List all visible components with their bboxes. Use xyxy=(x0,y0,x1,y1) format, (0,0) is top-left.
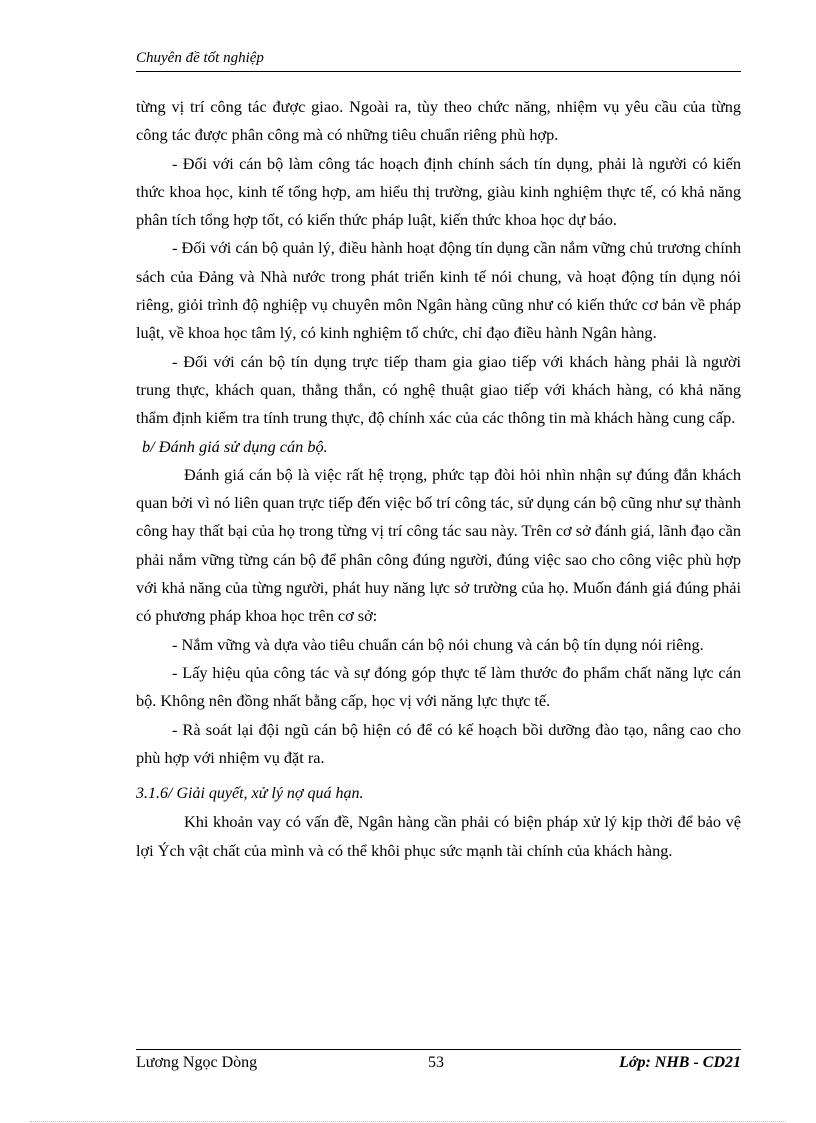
header-divider xyxy=(136,71,741,72)
paragraph-management-staff: - Đối với cán bộ quản lý, điều hành hoạt động tín dụng cần nắm vững chủ trương chính sách của Đảng và Nhà nước trong phát triển kinh tế nói chung, và hoạt động tín dụng nói riêng, giỏi trình độ nghiệp vụ chuyên môn Ngân hàng cũng như có kiến thức cơ bản về pháp luật, về khoa học tâm lý, có kinh nghiệm tổ chức, chỉ đạo điều hành Ngân hàng. xyxy=(136,238,741,343)
paragraph-credit-staff: - Đối với cán bộ tín dụng trực tiếp tham gia giao tiếp với khách hàng phải là người trung thực, khách quan, thẳng thắn, có nghệ thuật giao tiếp với khách hàng, có khả năng thẩm định kiểm tra tính trung thực, độ chính xác của các thông tin mà khách hàng cung cấp. xyxy=(136,351,741,428)
document-body xyxy=(136,93,741,865)
page-footer xyxy=(136,1054,741,1078)
page-header-title: Chuyên đề tốt nghiệp xyxy=(136,50,264,66)
footer-class-label: Lớp: NHB - CD21 xyxy=(619,1054,741,1071)
paragraph-policy-staff: - Đối với cán bộ làm công tác hoạch định chính sách tín dụng, phải là người có kiến thức khoa học, kinh tế tổng hợp, am hiểu thị trường, giàu kinh nghiệm thực tế, có khả năng phân tích tổng hợp tốt, có kiến thức pháp luật, kiến thức khoa học dự báo. xyxy=(136,153,741,230)
paragraph-criteria-effectiveness: - Lấy hiệu qủa công tác và sự đóng góp thực tế làm thước đo phẩm chất năng lực cán bộ. Không nên đồng nhất bằng cấp, học vị với năng lực thực tế. xyxy=(136,662,741,711)
page-number: 53 xyxy=(428,1054,444,1071)
page-bottom-dotted-line xyxy=(30,1121,786,1122)
paragraph-overdue-debt: Khi khoản vay có vấn đề, Ngân hàng cần phải có biện pháp xử lý kịp thời để bảo vệ lợi Ých vật chất của mình và có thể khôi phục sức mạnh tài chính của khách hàng. xyxy=(136,812,741,860)
paragraph-evaluation-intro: Đánh giá cán bộ là việc rất hệ trọng, phức tạp đòi hỏi nhìn nhận sự đúng đắn khách quan bởi vì nó liên quan trực tiếp đến việc bố trí công tác, sử dụng cán bộ cũng như sự thành công hay thất bại của họ trong từng vị trí công tác sau này. Trên cơ sở đánh giá, lãnh đạo cần phải nắm vững từng cán bộ để phân công đúng người, đúng việc sao cho công việc phù hợp với khả năng của từng người, phát huy năng lực sở trường của họ. Muốn đánh giá đúng phải có phương pháp khoa học trên cơ sở: xyxy=(136,464,741,626)
subheading-staff-evaluation: b/ Đánh giá sử dụng cán bộ. xyxy=(142,436,328,456)
section-heading-overdue-debt: 3.1.6/ Giải quyết, xử lý nợ quá hạn. xyxy=(136,785,364,803)
paragraph-criteria-review: - Rà soát lại đội ngũ cán bộ hiện có để có kế hoạch bồi dưỡng đào tạo, nâng cao cho phù hợp với nhiệm vụ đặt ra. xyxy=(136,719,741,767)
paragraph-continuation: từng vị trí công tác được giao. Ngoài ra, tùy theo chức năng, nhiệm vụ yêu cầu của từng công tác được phân công mà có những tiêu chuẩn riêng phù hợp. xyxy=(136,97,741,145)
paragraph-criteria-standards: - Nắm vững và dựa vào tiêu chuẩn cán bộ nói chung và cán bộ tín dụng nói riêng. xyxy=(172,634,704,654)
footer-divider xyxy=(136,1049,741,1050)
footer-author: Lương Ngọc Dòng xyxy=(136,1054,258,1071)
